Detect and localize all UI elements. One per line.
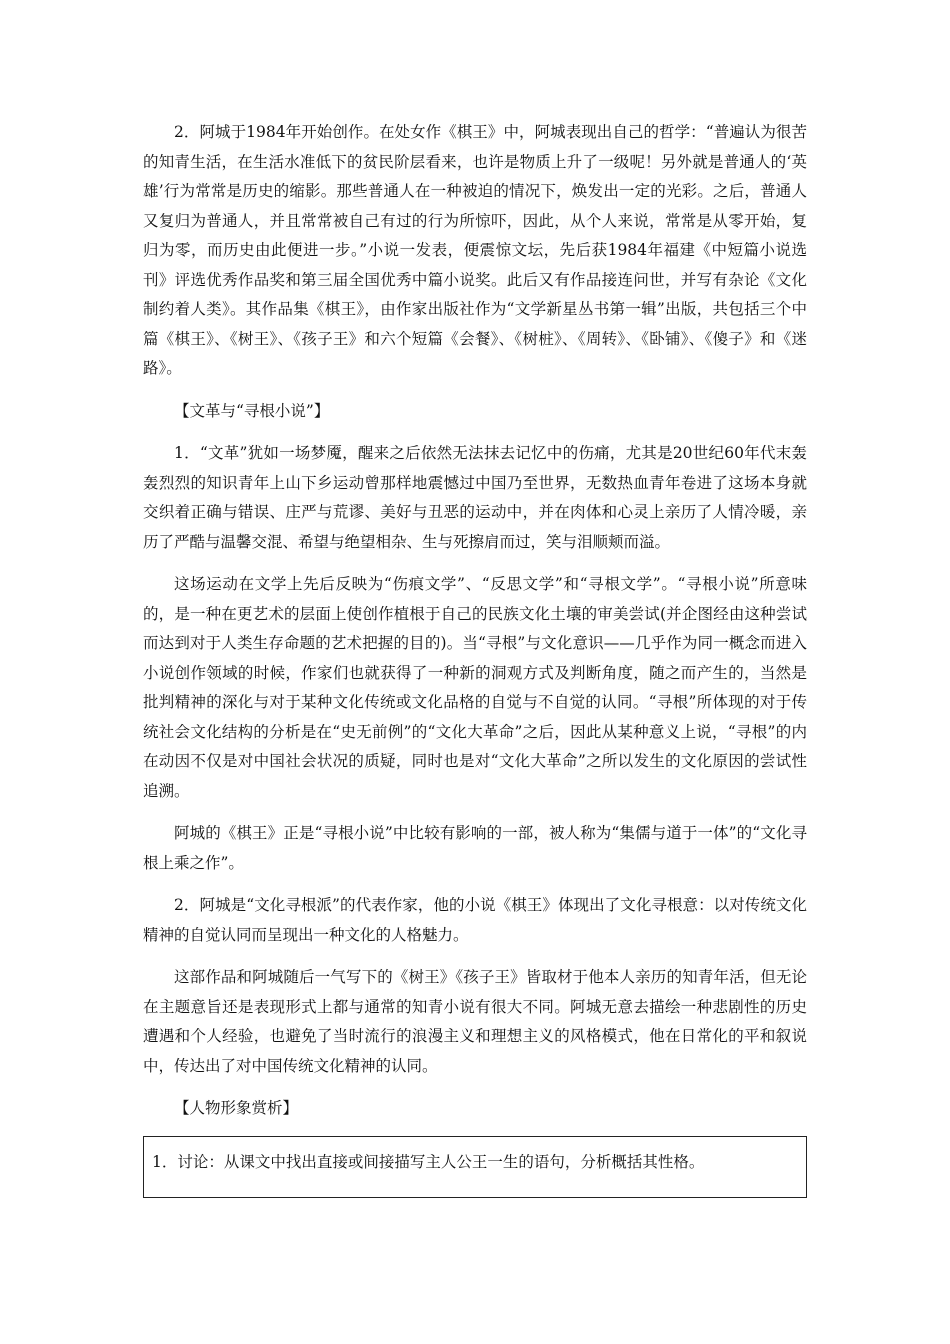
section-heading-character-analysis: 【人物形象赏析】 <box>174 1099 299 1117</box>
paragraph-gap <box>143 878 807 891</box>
paragraph-gap <box>143 557 807 570</box>
paragraph-root-seeking-literature: 这场运动在文学上先后反映为“伤痕文学”、“反思文学”和“寻根文学”。“寻根小说”所意味的，是一种在更艺术的层面上使创作植根于自己的民族文化土壤的审美尝试(并企图经由这种尝试而达到对于人类生存命题的艺术把握的目的)。当“寻根”与文化意识——几乎作为同一概念而进入小说创作领域的时候，作家们也就获得了一种新的洞观方式及判断角度，随之而产生的，当然是批判精神的深化与对于某种文化传统或文化品格的自觉与不自觉的认同。“寻根”所体现的对于传统社会文化结构的分析是在“史无前例”的“文化大革命”之后，因此从某种意义上说，“寻根”的内在动因不仅是对中国社会状况的质疑，同时也是对“文化大革命”之所以发生的文化原因的尝试性追溯。 <box>143 575 807 800</box>
section-heading-cultural-revolution: 【文革与“寻根小说”】 <box>174 401 330 420</box>
paragraph-cultural-revolution: 1．“文革”犹如一场梦魇，醒来之后依然无法抹去记忆中的伤痛，尤其是20世纪60年代末轰轰烈烈的知识青年上山下乡运动曾那样地震憾过中国乃至世界，无数热血青年卷进了这场本身就交织着正确与错误、庄严与荒谬、美好与丑恶的运动中，并在肉体和心灵上亲历了人情冷暖，亲历了严酷与温馨交混、希望与绝望相杂、生与死擦肩而过，笑与泪顺颊而溢。 <box>143 444 807 551</box>
paragraph-gap <box>143 950 807 963</box>
paragraph-acheng-career: 2．阿城于1984年开始创作。在处女作《棋王》中，阿城表现出自己的哲学：“普遍认为很苦的知青生活，在生活水准低下的贫民阶层看来，也许是物质上升了一级呢！另外就是普通人的‘英雄’行为常常是历史的缩影。那些普通人在一种被迫的情况下，焕发出一定的光彩。之后，普通人又复归为普通人，并且常常被自己有过的行为所惊吓，因此，从个人来说，常常是从零开始，复归为零，而历史由此便进一步。”小说一发表，便震惊文坛，先后获1984年福建《中短篇小说选刊》评选优秀作品奖和第三届全国优秀中篇小说奖。此后又有作品接连问世，并写有杂论《文化制约着人类》。其作品集《棋王》，由作家出版社作为“文学新星丛书第一辑”出版，共包括三个中篇《棋王》、《树王》、《孩子王》和六个短篇《会餐》、《树桩》、《周转》、《卧铺》、《傻子》和《迷路》。 <box>143 123 807 377</box>
document-page <box>143 118 807 1198</box>
paragraph-acheng-representative: 2．阿城是“文化寻根派”的代表作家，他的小说《棋王》体现出了文化寻根意：以对传统文化精神的自觉认同而呈现出一种文化的人格魅力。 <box>143 896 807 944</box>
paragraph-gap <box>143 1081 807 1094</box>
discussion-question-box <box>143 1136 807 1198</box>
paragraph-gap <box>143 384 807 397</box>
paragraph-gap <box>143 806 807 819</box>
paragraph-gap <box>143 426 807 439</box>
discussion-question-text: 1．讨论：从课文中找出直接或间接描写主人公王一生的语句，分析概括其性格。 <box>152 1152 705 1171</box>
paragraph-works-comparison: 这部作品和阿城随后一气写下的《树王》《孩子王》皆取材于他本人亲历的知青年活，但无论在主题意旨还是表现形式上都与通常的知青小说有很大不同。阿城无意去描绘一种悲剧性的历史遭遇和个人经验，也避免了当时流行的浪漫主义和理想主义的风格模式，他在日常化的平和叙说中，传达出了对中国传统文化精神的认同。 <box>143 968 807 1075</box>
paragraph-chess-king-influence: 阿城的《棋王》正是“寻根小说”中比较有影响的一部，被人称为“集儒与道于一体”的“文化寻根上乘之作”。 <box>143 824 807 872</box>
